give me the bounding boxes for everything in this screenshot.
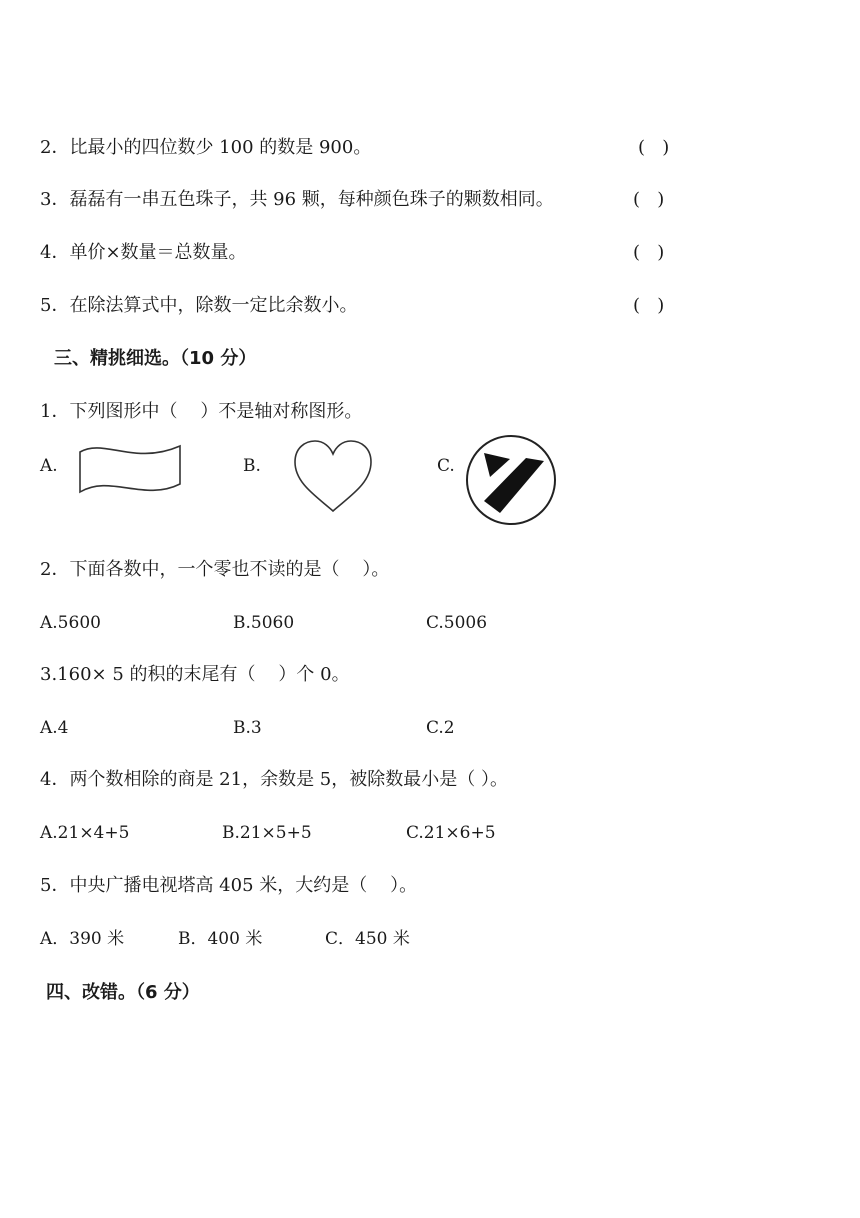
question-4: 4．两个数相除的商是 21，余数是 5，被除数最小是（ ）。	[40, 769, 508, 790]
q4-option-c: C.21×6+5	[406, 823, 496, 843]
option-b-label: B.	[243, 456, 261, 476]
section-title-3: 三、精挑细选。（10 分）	[54, 348, 257, 369]
q2-option-b: B.5060	[233, 613, 295, 633]
question-1: 1．下列图形中（ ）不是轴对称图形。	[40, 401, 363, 422]
q4-option-a: A.21×4+5	[40, 823, 130, 843]
judge-item-5: 5．在除法算式中，除数一定比余数小。	[40, 295, 358, 316]
section-title-4: 四、改错。（6 分）	[46, 982, 200, 1003]
answer-blank-2: ( )	[638, 137, 670, 158]
q4-option-b: B.21×5+5	[222, 823, 312, 843]
q5-option-c: C．450 米	[325, 929, 410, 949]
question-2: 2．下面各数中，一个零也不读的是（ ）。	[40, 559, 390, 580]
q5-option-b: B．400 米	[178, 929, 263, 949]
q3-option-a: A.4	[40, 718, 69, 738]
answer-blank-3: ( )	[633, 189, 665, 210]
option-c-label: C.	[437, 456, 455, 476]
answer-blank-5: ( )	[633, 295, 665, 316]
question-3: 3.160× 5 的积的末尾有（ ）个 0。	[40, 664, 350, 685]
q5-option-a: A．390 米	[40, 929, 125, 949]
q3-option-c: C.2	[426, 718, 455, 738]
judge-item-4: 4．单价×数量＝总数量。	[40, 242, 247, 263]
judge-item-2: 2．比最小的四位数少 100 的数是 900。	[40, 137, 372, 158]
option-a-label: A.	[40, 456, 58, 476]
q2-option-c: C.5006	[426, 613, 488, 633]
answer-blank-4: ( )	[633, 242, 665, 263]
q3-option-b: B.3	[233, 718, 262, 738]
heart-shape	[292, 438, 374, 514]
q2-option-a: A.5600	[40, 613, 101, 633]
judge-item-3: 3．磊磊有一串五色珠子，共 96 颗，每种颜色珠子的颗数相同。	[40, 189, 554, 210]
question-5: 5．中央广播电视塔高 405 米，大约是（ ）。	[40, 875, 418, 896]
circle-with-triangle-and-bar-shape	[464, 433, 558, 527]
wave-banner-shape	[74, 440, 186, 498]
